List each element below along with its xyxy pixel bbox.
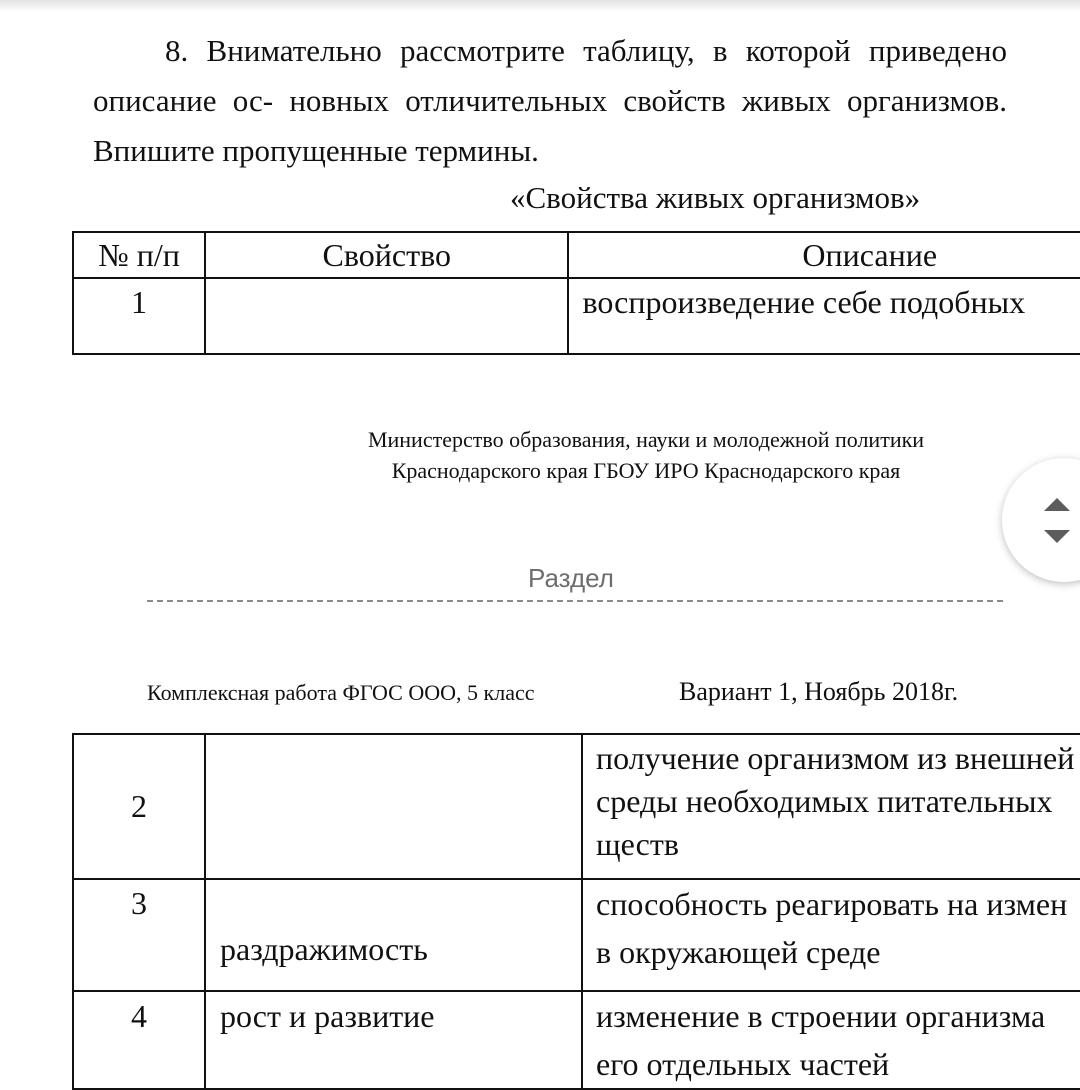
chevron-down-icon[interactable] xyxy=(1044,530,1070,543)
table-header-row xyxy=(73,232,1080,278)
row-description xyxy=(582,991,1080,1089)
header-number: № п/п xyxy=(73,232,205,278)
description-line: воспроизведение себе подобных xyxy=(582,284,1026,320)
row-number: 2 xyxy=(73,734,205,879)
properties-table-part-2 xyxy=(72,733,1080,1090)
ministry-line: Министерство образования, науки и молодежной политики xyxy=(367,427,925,452)
page-footer-course: Комплексная работа ФГОС ООО, 5 класс xyxy=(147,680,535,705)
page-footer-variant: Вариант 1, Ноябрь 2018г. xyxy=(679,677,959,706)
row-property: рост и развитие xyxy=(205,991,582,1089)
row-description xyxy=(582,734,1080,879)
section-break-line xyxy=(147,600,1003,602)
ministry-header xyxy=(0,424,1080,486)
top-shadow-bar xyxy=(0,0,1080,12)
description-line: получение организмом из внешней xyxy=(596,740,1075,776)
row-property-blank[interactable] xyxy=(205,278,568,354)
task-number: 8. xyxy=(165,33,189,68)
row-description xyxy=(582,879,1080,991)
table-row xyxy=(73,278,1080,354)
row-property: раздражимость xyxy=(205,879,582,991)
table-row xyxy=(73,879,1080,991)
task-paragraph xyxy=(93,26,1007,176)
table-row xyxy=(73,991,1080,1089)
row-number: 4 xyxy=(73,991,205,1089)
row-property-blank[interactable] xyxy=(205,734,582,879)
ministry-line: Краснодарского края ГБОУ ИРО Краснодарского края xyxy=(391,458,901,483)
table-row xyxy=(73,734,1080,879)
header-description: Описание xyxy=(568,232,1080,278)
header-property: Свойство xyxy=(205,232,568,278)
properties-table-part-1 xyxy=(72,231,1080,355)
task-text: Внимательно рассмотрите таблицу, в которой приведено описание ос- новных отличительных свойств живых организмов. Впишите пропущенные термины. xyxy=(93,33,1007,168)
description-line: ществ xyxy=(596,826,679,862)
table-title: «Свойства живых организмов» xyxy=(510,180,921,215)
description-line: в окружающей среде xyxy=(596,934,881,970)
description-line: изменение в строении организма xyxy=(596,998,1046,1034)
section-break-label: Раздел xyxy=(528,563,614,593)
row-number: 1 xyxy=(73,278,205,354)
row-description xyxy=(568,278,1080,354)
chevron-up-icon[interactable] xyxy=(1044,498,1070,511)
description-line: способность реагировать на измен xyxy=(596,886,1068,922)
row-number: 3 xyxy=(73,879,205,991)
description-line: его отдельных частей xyxy=(596,1046,890,1082)
description-line: среды необходимых питательных xyxy=(596,783,1053,819)
